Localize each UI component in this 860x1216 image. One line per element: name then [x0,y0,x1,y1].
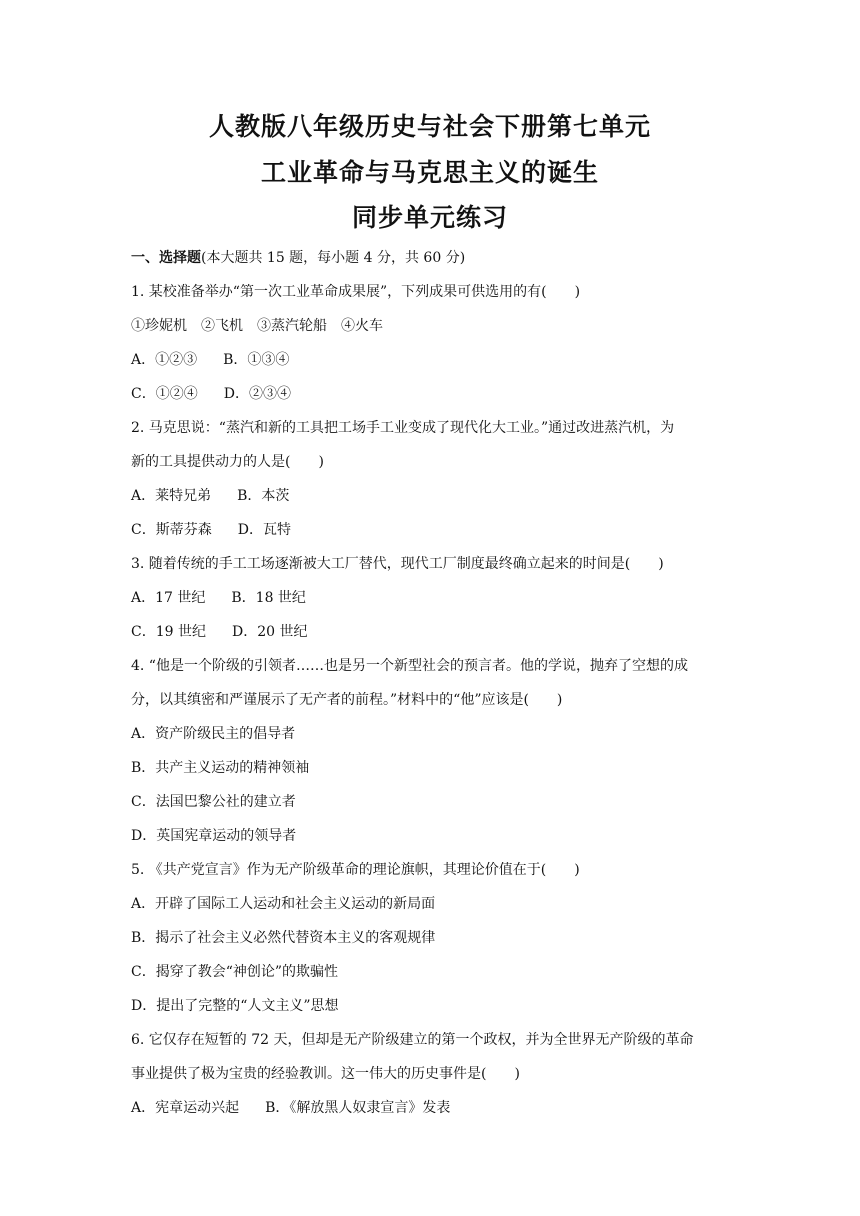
document-subtitle: 工业革命与马克思主义的诞生 [260,158,599,187]
q5-option-c: C．揭穿了教会“神创论”的欺骗性 [131,964,339,980]
q3-option-d: D．20 世纪 [231,624,308,640]
question-3-options-row-1 [131,581,733,615]
q5-option-d: D．提出了完整的“人文主义”思想 [131,998,339,1014]
document-title: 人教版八年级历史与社会下册第七单元 [208,112,651,141]
section-note: (本大题共 15 题，每小题 4 分，共 60 分) [201,250,466,266]
question-2-stem-cont: 新的工具提供动力的人是( ) [131,454,324,470]
q1-item: ④火车 [341,318,383,334]
document-subtitle-2: 同步单元练习 [351,203,508,232]
q1-option-a: A．①②③ [131,352,198,368]
q1-item: ②飞机 [201,318,243,334]
question-3-stem: 3. 随着传统的手工工场逐渐被大工厂替代，现代工厂制度最终确立起来的时间是( ) [131,556,664,572]
q1-item: ①珍妮机 [131,318,187,334]
q2-option-a: A．莱特兄弟 [131,488,212,504]
section-label: 一、选择题 [131,250,201,266]
question-3-options-row-2 [131,615,733,649]
question-1-items [131,309,733,343]
question-1-options-row-1 [131,343,733,377]
q5-option-b: B．揭示了社会主义必然代替资本主义的客观规律 [131,930,436,946]
q6-option-a: A．宪章运动兴起 [131,1100,240,1116]
question-6-stem: 6. 它仅存在短暂的 72 天，但却是无产阶级建立的第一个政权，并为全世界无产阶级的革命 [131,1032,694,1048]
q4-option-b: B．共产主义运动的精神领袖 [131,760,310,776]
q4-option-c: C．法国巴黎公社的建立者 [131,794,296,810]
q1-option-c: C．①②④ [131,386,198,402]
q2-option-d: D．瓦特 [237,522,291,538]
question-5-stem: 5. 《共产党宣言》作为无产阶级革命的理论旗帜，其理论价值在于( ) [131,862,580,878]
question-4-stem-cont: 分，以其缜密和严谨展示了无产者的前程。”材料中的“他”应该是( ) [131,692,563,708]
question-1-options-row-2 [131,377,733,411]
q4-option-d: D．英国宪章运动的领导者 [131,828,297,844]
section-heading [131,241,733,275]
q2-option-b: B．本茨 [237,488,290,504]
q6-option-b: B．《解放黑人奴隶宣言》发表 [265,1100,451,1116]
q3-option-a: A．17 世纪 [131,590,206,606]
question-2-options-row-2 [131,513,733,547]
q1-option-d: D．②③④ [223,386,291,402]
question-1-stem: 1. 某校准备举办“第一次工业革命成果展”，下列成果可供选用的有( ) [131,284,581,300]
question-4-stem: 4. “他是一个阶级的引领者……也是另一个新型社会的预言者。他的学说，抛弃了空想的成 [131,658,688,674]
q3-option-b: B．18 世纪 [231,590,306,606]
question-2-stem: 2. 马克思说：“蒸汽和新的工具把工场手工业变成了现代化大工业。”通过改进蒸汽机，为 [131,420,675,436]
q4-option-a: A．资产阶级民主的倡导者 [131,726,296,742]
question-6-options-row-1 [131,1091,733,1125]
question-2-options-row-1 [131,479,733,513]
q2-option-c: C．斯蒂芬森 [131,522,212,538]
q1-option-b: B．①③④ [223,352,290,368]
q3-option-c: C．19 世纪 [131,624,206,640]
q5-option-a: A．开辟了国际工人运动和社会主义运动的新局面 [131,896,436,912]
question-list [131,241,733,1125]
question-6-stem-cont: 事业提供了极为宝贵的经验教训。这一伟大的历史事件是( ) [131,1066,520,1082]
q1-item: ③蒸汽轮船 [257,318,327,334]
